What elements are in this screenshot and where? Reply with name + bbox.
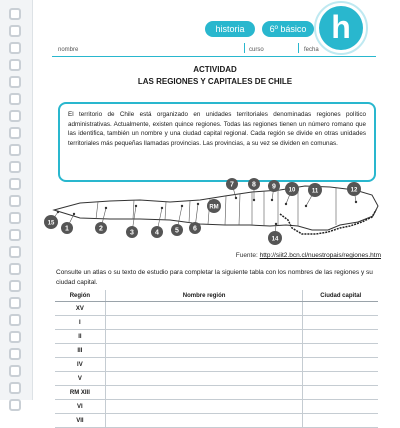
region-marker-label: 12 <box>350 187 358 194</box>
worksheet <box>40 0 390 424</box>
region-point <box>271 199 273 201</box>
capital-city-cell[interactable] <box>303 400 378 414</box>
region-name-cell[interactable] <box>105 400 303 414</box>
region-name-cell[interactable] <box>105 358 303 372</box>
binding-ring <box>9 76 21 88</box>
notebook-binding <box>0 0 33 400</box>
capital-city-cell[interactable] <box>303 330 378 344</box>
binding-ring <box>9 382 21 394</box>
table-row <box>55 358 378 372</box>
region-name-cell[interactable] <box>105 302 303 316</box>
region-name-cell[interactable] <box>105 316 303 330</box>
header-region: Región <box>55 290 105 302</box>
region-marker-label: 10 <box>288 187 296 194</box>
region-point <box>355 201 357 203</box>
region-marker-label: 2 <box>99 225 103 233</box>
region-name-cell[interactable] <box>105 344 303 358</box>
region-point <box>181 205 183 207</box>
binding-ring <box>9 25 21 37</box>
binding-ring <box>9 127 21 139</box>
table-row <box>55 302 378 316</box>
binding-ring <box>9 399 21 411</box>
region-name-cell[interactable] <box>105 414 303 428</box>
binding-ring <box>9 365 21 377</box>
region-name-cell[interactable] <box>105 386 303 400</box>
region-marker-label: 7 <box>230 181 234 189</box>
divider <box>298 43 299 53</box>
binding-ring <box>9 195 21 207</box>
region-point <box>235 197 237 199</box>
region-marker-label: 5 <box>175 227 179 235</box>
name-label: nombre <box>58 47 79 53</box>
binding-ring <box>9 59 21 71</box>
binding-ring <box>9 110 21 122</box>
binding-ring <box>9 246 21 258</box>
source-label: Fuente: <box>235 252 258 259</box>
table-row <box>55 372 378 386</box>
region-numeral-cell: IV <box>55 358 105 372</box>
region-numeral-cell: RM XIII <box>55 386 105 400</box>
region-marker-label: 1 <box>65 225 69 233</box>
region-marker-label: 8 <box>252 181 256 189</box>
region-marker-label: 6 <box>193 225 197 233</box>
region-marker-label: RM <box>209 204 219 211</box>
binding-ring <box>9 348 21 360</box>
grade-badge: 6º básico <box>262 21 314 37</box>
region-numeral-cell: V <box>55 372 105 386</box>
map-source <box>40 252 381 259</box>
capital-city-cell[interactable] <box>303 358 378 372</box>
region-numeral-cell: I <box>55 316 105 330</box>
capital-city-cell[interactable] <box>303 316 378 330</box>
region-point <box>253 199 255 201</box>
region-numeral-cell: II <box>55 330 105 344</box>
binding-ring <box>9 314 21 326</box>
region-point <box>105 207 107 209</box>
region-name-cell[interactable] <box>105 330 303 344</box>
region-numeral-cell: VI <box>55 400 105 414</box>
region-marker-label: 15 <box>47 220 55 227</box>
region-name-cell[interactable] <box>105 372 303 386</box>
intro-text-box: El territorio de Chile está organizado en unidades territoriales denominadas regiones político administrativas. Actualmente, existen quince regiones. Todas las regiones tienen un número romano que las identifica, también un nombre y una ciudad capital regional. Cada región se divide en otras unidades territoriales más pequeñas llamadas provincias. Las provincias, a su vez se dividen en comunas. <box>58 102 376 182</box>
activity-subtitle: LAS REGIONES Y CAPITALES DE CHILE <box>137 77 293 86</box>
region-point <box>285 203 287 205</box>
header-region-name: Nombre región <box>105 290 303 302</box>
table-row <box>55 316 378 330</box>
region-point <box>197 203 199 205</box>
binding-ring <box>9 93 21 105</box>
source-link[interactable]: http://siit2.bcn.cl/nuestropais/regiones.htm <box>259 252 381 259</box>
binding-ring <box>9 42 21 54</box>
binding-ring <box>9 331 21 343</box>
region-marker-label: 14 <box>271 236 279 243</box>
region-numeral-cell: III <box>55 344 105 358</box>
region-numeral-cell: XV <box>55 302 105 316</box>
table-row <box>55 386 378 400</box>
header-capital-city: Ciudad capital <box>303 290 378 302</box>
divider <box>244 43 245 53</box>
table-row <box>55 400 378 414</box>
binding-ring <box>9 161 21 173</box>
binding-ring <box>9 144 21 156</box>
capital-city-cell[interactable] <box>303 372 378 386</box>
binding-ring <box>9 8 21 20</box>
binding-ring <box>9 297 21 309</box>
table-row <box>55 344 378 358</box>
region-marker-label: 3 <box>130 229 134 237</box>
binding-ring <box>9 212 21 224</box>
chile-regions-map <box>40 170 390 250</box>
region-point <box>305 205 307 207</box>
subject-badge: historia <box>205 21 255 37</box>
capital-city-cell[interactable] <box>303 386 378 400</box>
region-point <box>161 207 163 209</box>
binding-ring <box>9 263 21 275</box>
binding-ring <box>9 280 21 292</box>
region-point <box>135 205 137 207</box>
table-row <box>55 414 378 428</box>
regions-table <box>55 290 378 428</box>
binding-ring <box>9 229 21 241</box>
date-label: fecha <box>304 47 319 53</box>
region-marker-label: 11 <box>311 188 319 195</box>
capital-city-cell[interactable] <box>303 302 378 316</box>
table-header-row <box>55 290 378 302</box>
region-point <box>275 223 277 225</box>
region-numeral-cell: VII <box>55 414 105 428</box>
region-point <box>73 213 75 215</box>
region-marker-label: 9 <box>272 183 276 191</box>
region-point <box>57 211 59 213</box>
brand-logo: h <box>319 6 363 50</box>
activity-title: ACTIVIDAD <box>193 65 237 74</box>
capital-city-cell[interactable] <box>303 414 378 428</box>
student-info-row <box>52 40 376 57</box>
table-instructions: Consulte un atlas o su texto de estudio para completar la siguiente tabla con los nombres de las regiones y su ciudad capital. <box>56 269 373 286</box>
capital-city-cell[interactable] <box>303 344 378 358</box>
region-marker-label: 4 <box>155 229 159 237</box>
table-row <box>55 330 378 344</box>
course-label: curso <box>249 47 264 53</box>
binding-ring <box>9 178 21 190</box>
